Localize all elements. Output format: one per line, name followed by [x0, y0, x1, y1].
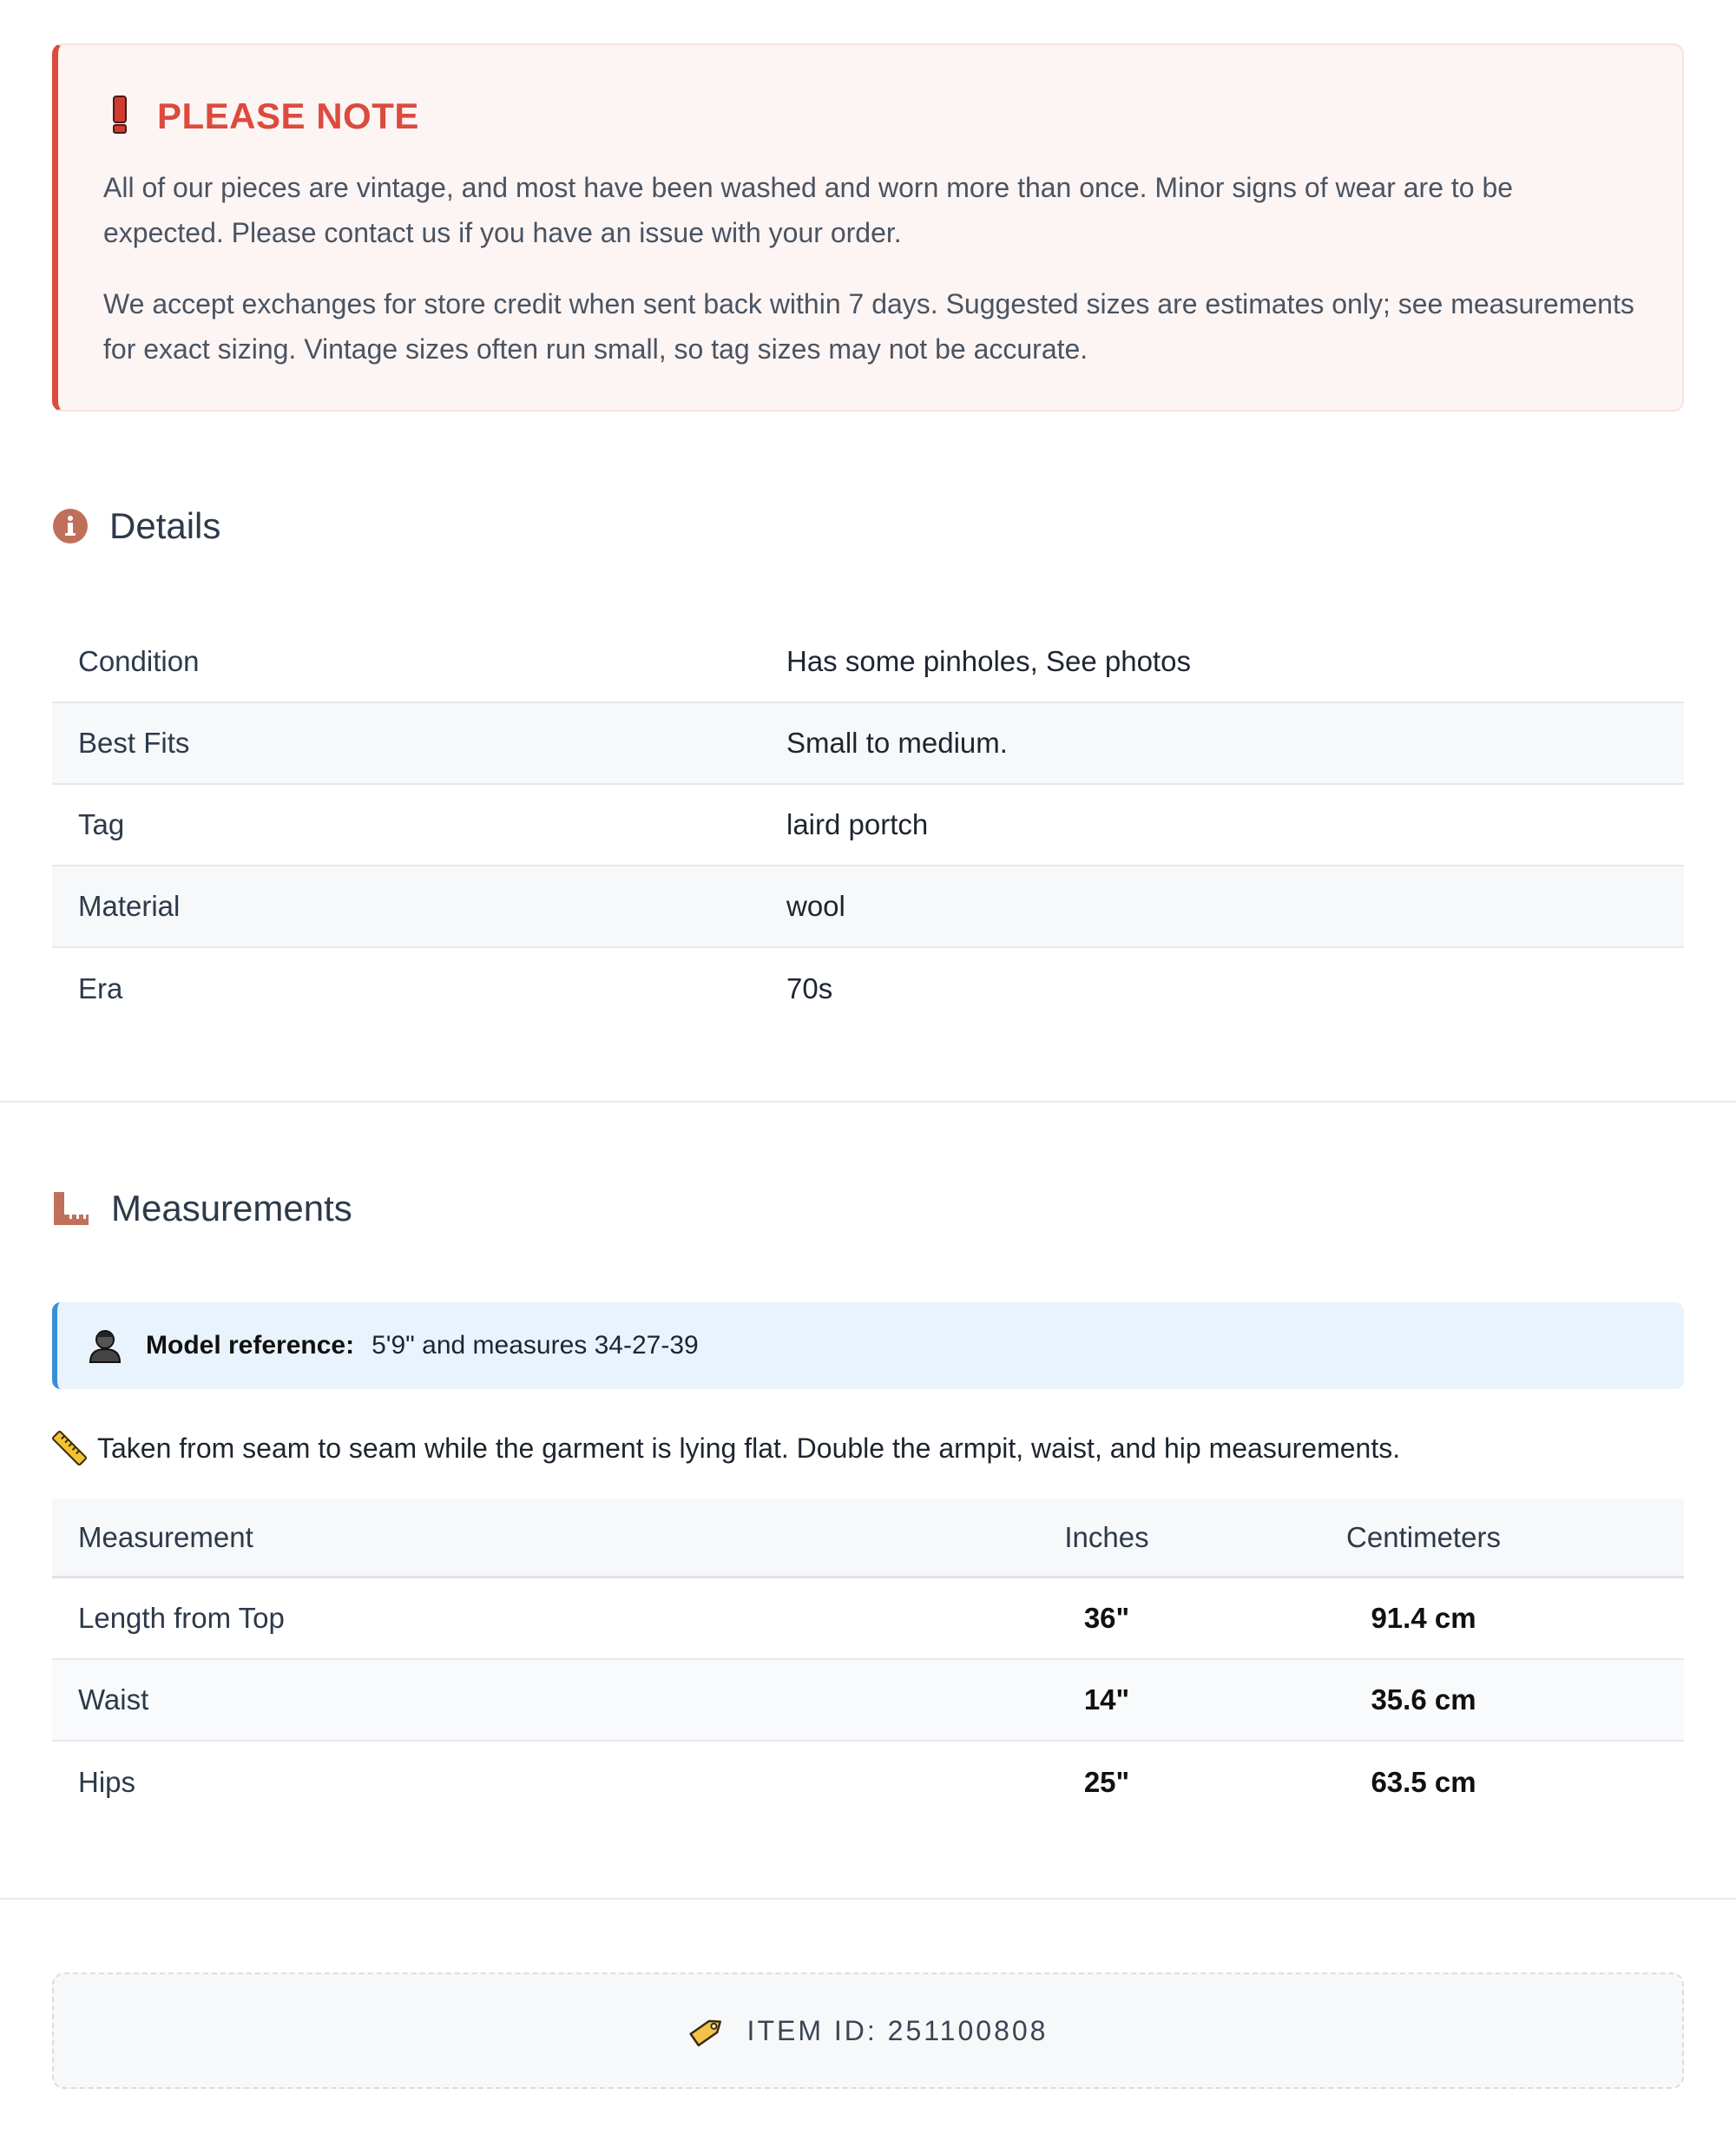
details-row [52, 703, 1684, 785]
table-row [52, 1742, 1684, 1823]
notice-title: PLEASE NOTE [157, 96, 419, 136]
details-key: Tag [78, 808, 125, 840]
measurement-name: Hips [78, 1766, 136, 1798]
table-row [52, 1660, 1684, 1742]
details-key: Condition [78, 645, 200, 677]
ruler-icon [52, 1431, 97, 1465]
section-divider [0, 1101, 1736, 1103]
model-reference-value: 5'9" and measures 34-27-39 [372, 1331, 699, 1360]
notice-header [103, 90, 1637, 142]
column-header-centimeters: Centimeters [1346, 1520, 1501, 1553]
measurement-cm: 63.5 cm [1371, 1766, 1476, 1798]
tag-icon [688, 2012, 747, 2050]
item-id-box [52, 1973, 1684, 2089]
measurement-cm: 35.6 cm [1371, 1683, 1476, 1716]
table-row [52, 1578, 1684, 1660]
measurement-note [52, 1424, 1400, 1472]
exclamation-icon [103, 96, 157, 138]
details-key: Material [78, 890, 181, 922]
details-value: laird portch [786, 808, 929, 840]
details-value: Small to medium. [786, 727, 1008, 759]
details-title: Details [109, 505, 221, 546]
measurement-inches: 25" [1083, 1766, 1130, 1798]
measurement-inches: 14" [1083, 1683, 1130, 1716]
measurements-header [52, 1182, 352, 1235]
details-key: Best Fits [78, 727, 190, 759]
column-header-measurement: Measurement [78, 1520, 253, 1553]
table-header [52, 1498, 1684, 1578]
ruler-icon [52, 1190, 90, 1227]
model-reference-label: Model reference: [146, 1331, 355, 1360]
details-row [52, 622, 1684, 703]
details-table [52, 622, 1684, 1030]
details-value: Has some pinholes, See photos [786, 645, 1191, 677]
details-header [52, 500, 220, 552]
measurement-note-text: Taken from seam to seam while the garment is lying flat. Double the armpit, waist, and hip measurements. [97, 1432, 1401, 1464]
model-reference-box [52, 1302, 1684, 1389]
details-value: wool [786, 890, 845, 922]
details-value: 70s [786, 972, 833, 1004]
notice-paragraph-1: All of our pieces are vintage, and most have been washed and worn more than once. Minor signs of wear are to be expected. Please contact us if you have an issue with your order. [103, 172, 1514, 248]
measurement-name: Length from Top [78, 1602, 285, 1634]
details-row [52, 866, 1684, 948]
measurements-title: Measurements [111, 1188, 352, 1228]
details-row [52, 948, 1684, 1030]
section-divider [0, 1898, 1736, 1900]
notice-paragraph-2: We accept exchanges for store credit when sent back within 7 days. Suggested sizes are estimates only; see measurements for exact sizing. Vintage sizes often run small, so tag sizes may not be accurate. [103, 288, 1634, 365]
person-icon [89, 1328, 146, 1363]
info-icon [52, 508, 89, 544]
item-id-text: ITEM ID: 251100808 [746, 2014, 1049, 2046]
measurement-cm: 91.4 cm [1371, 1602, 1476, 1634]
details-row [52, 785, 1684, 866]
measurement-inches: 36" [1083, 1602, 1130, 1634]
measurement-name: Waist [78, 1683, 149, 1716]
please-note-box [52, 43, 1684, 412]
column-header-inches: Inches [1064, 1520, 1149, 1553]
details-key: Era [78, 972, 123, 1004]
measurements-table [52, 1498, 1684, 1823]
